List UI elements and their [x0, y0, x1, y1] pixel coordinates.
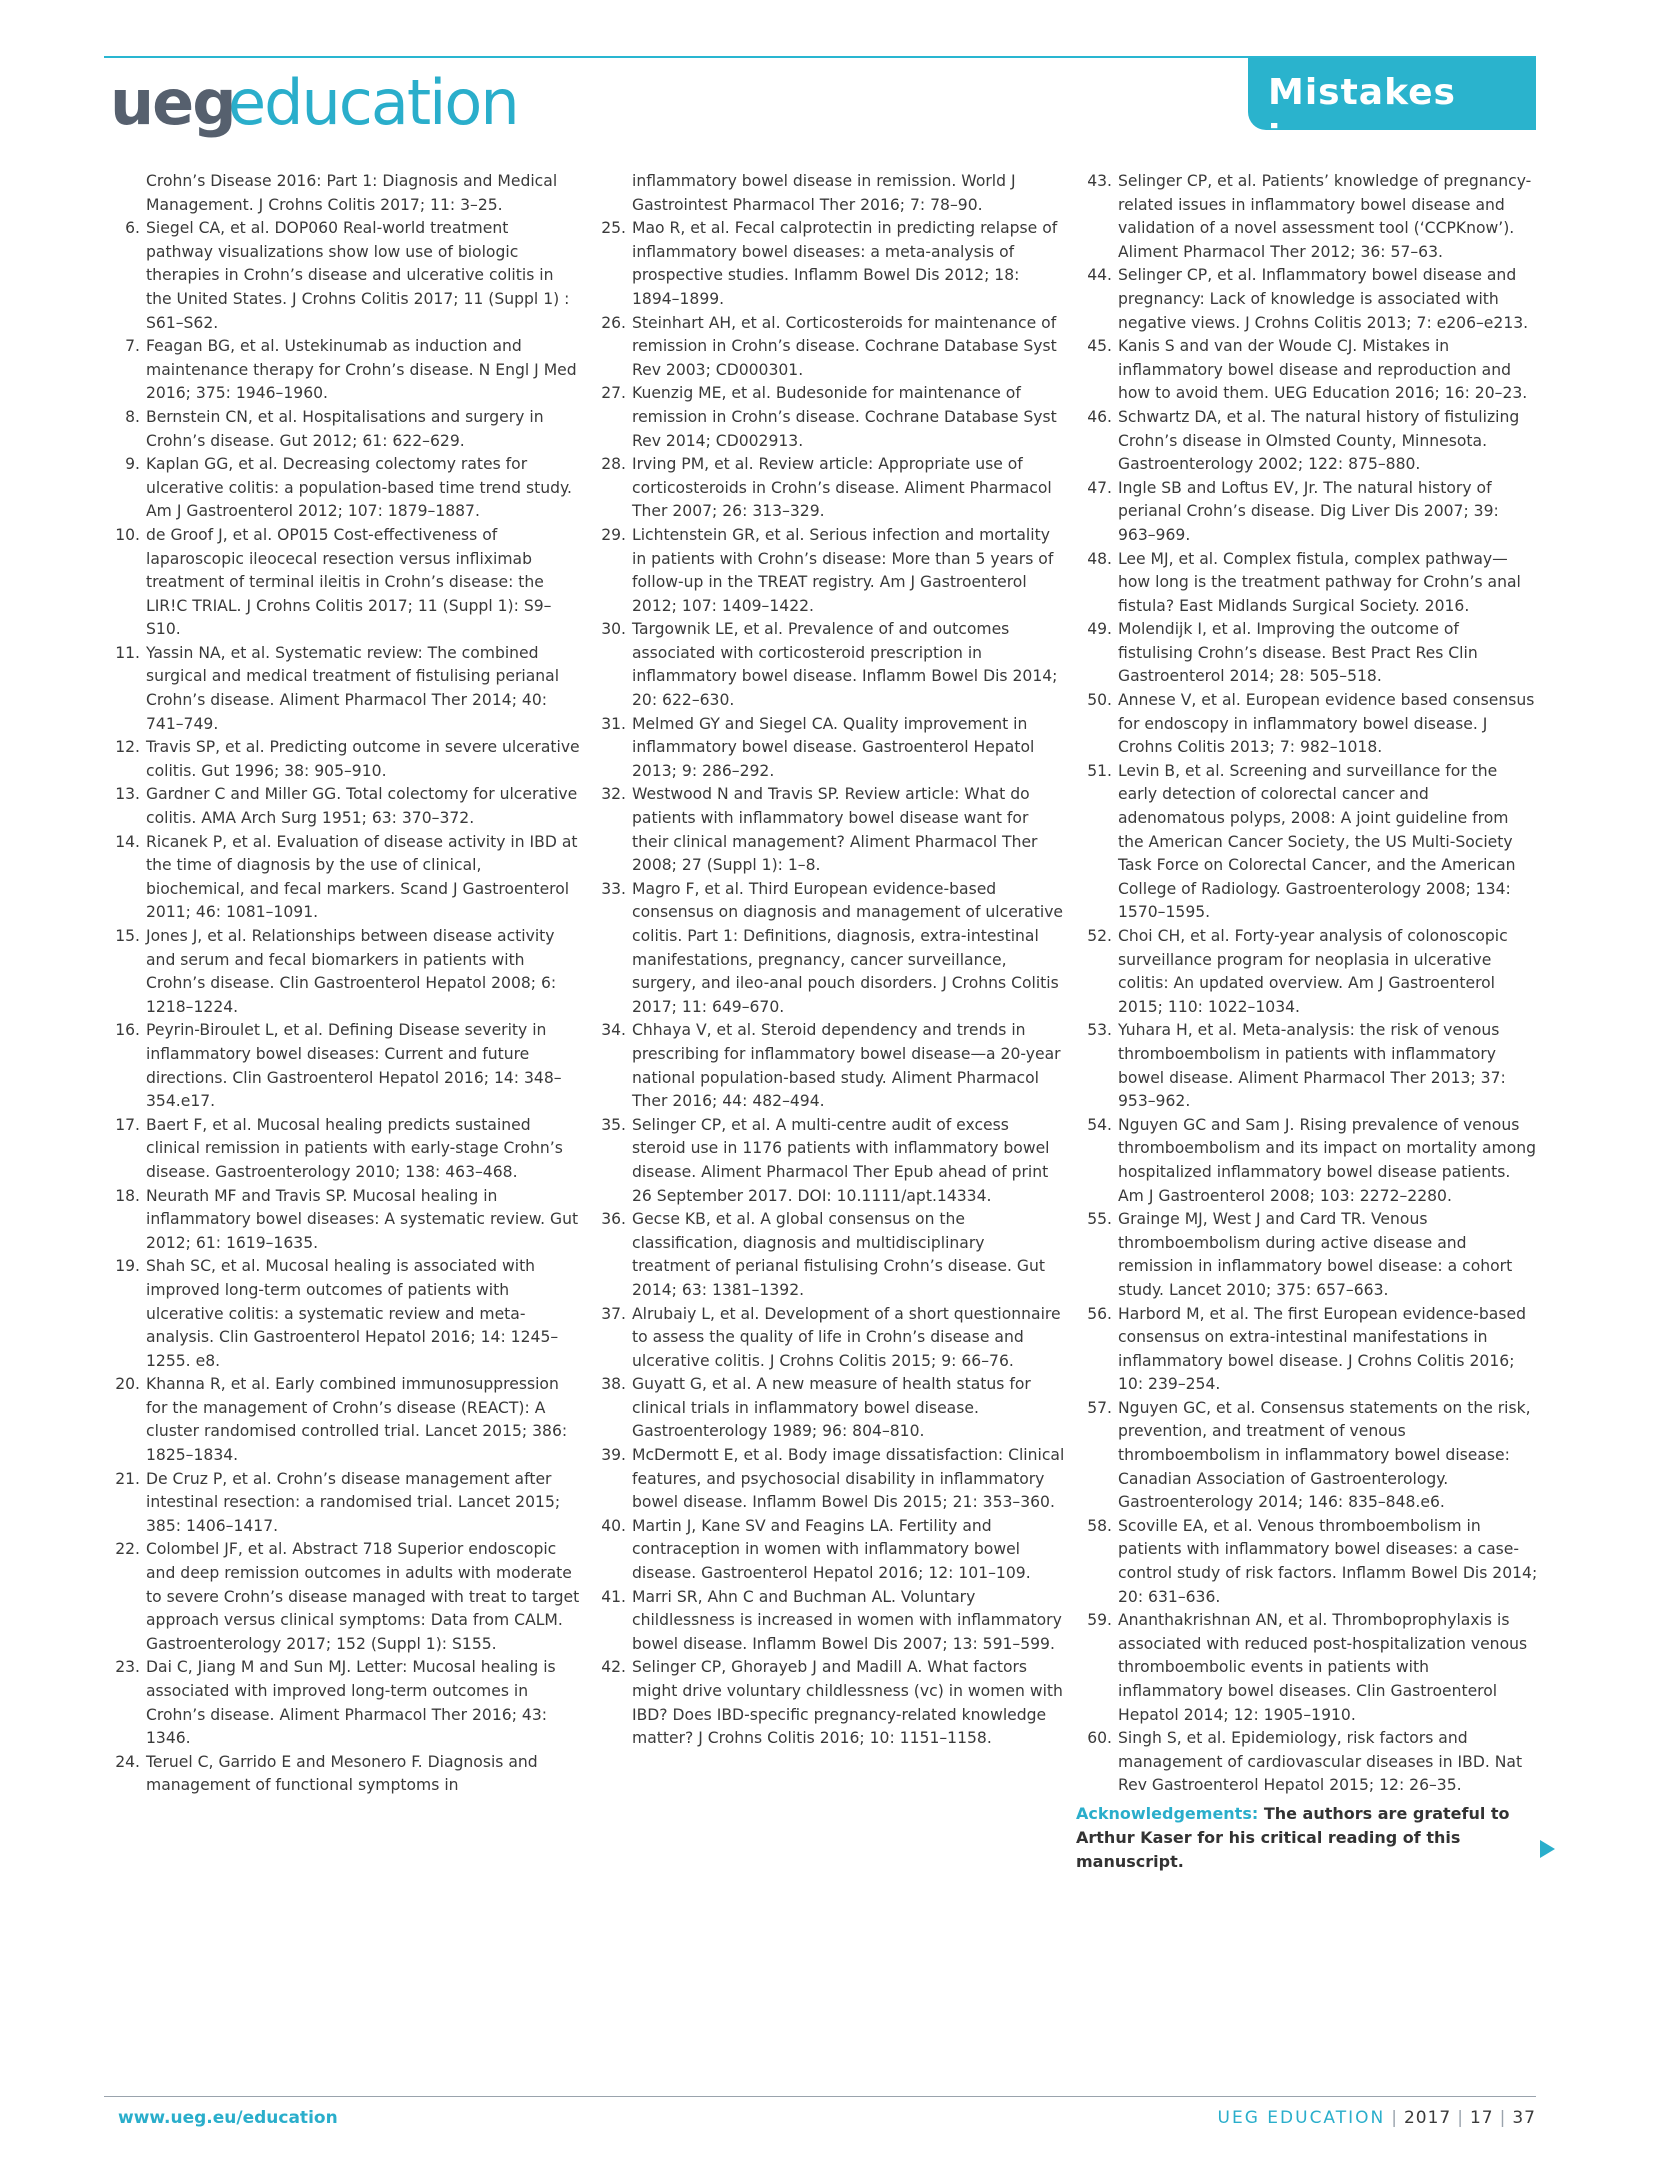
reference-item: [104, 783, 580, 830]
reference-text: Magro F, et al. Third European evidence-based consensus on diagnosis and management of ulcerative colitis. Part 1: Definitions, diagnosis, extra-intestinal manifestations, pregnancy, cancer surveillance, surgery, and ileo-anal pouch disorders. J Crohns Colitis 2017; 11: 649–670.: [632, 879, 1064, 1016]
reference-text: Bernstein CN, et al. Hospitalisations and surgery in Crohn’s disease. Gut 2012; 61: 622–629.: [146, 407, 544, 450]
reference-number: 24.: [115, 1752, 140, 1771]
reference-number: 28.: [601, 455, 626, 474]
reference-item: [590, 1444, 1066, 1515]
reference-number: 44.: [1087, 266, 1112, 285]
footer-separator: |: [1499, 2108, 1507, 2128]
reference-column-3: [1076, 170, 1538, 1874]
reference-number: 36.: [601, 1210, 626, 1229]
reference-text: Lee MJ, et al. Complex fistula, complex pathway—how long is the treatment pathway for Crohn’s anal fistula? East Midlands Surgical Society. 2016.: [1118, 549, 1521, 615]
acknowledgements: [1076, 1802, 1538, 1874]
reference-number: 59.: [1087, 1611, 1112, 1630]
reference-text: inflammatory bowel disease in remission. World J Gastrointest Pharmacol Ther 2016; 7: 78–90.: [632, 172, 1016, 214]
reference-number: 34.: [601, 1021, 626, 1040]
reference-number: 6.: [125, 219, 140, 238]
reference-number: 53.: [1087, 1021, 1112, 1040]
reference-text: Peyrin-Biroulet L, et al. Defining Disease severity in inflammatory bowel diseases: Current and future directions. Clin Gastroenterol Hepatol 2016; 14: 348–354.e17.: [146, 1021, 562, 1111]
reference-text: Feagan BG, et al. Ustekinumab as induction and maintenance therapy for Crohn’s disease. N Engl J Med 2016; 375: 1946–1960.: [146, 337, 577, 403]
logo-education-text: education: [228, 66, 518, 139]
reference-text: Baert F, et al. Mucosal healing predicts sustained clinical remission in patients with early-stage Crohn’s disease. Gastroenterology 2010; 138: 463–468.: [146, 1115, 563, 1181]
reference-number: 11.: [115, 643, 140, 662]
reference-text: Kuenzig ME, et al. Budesonide for maintenance of remission in Crohn’s disease. Cochrane Database Syst Rev 2014; CD002913.: [632, 384, 1057, 450]
footer-volume: 17: [1469, 2108, 1494, 2128]
reference-number: 19.: [115, 1257, 140, 1276]
footer-separator: |: [1391, 2108, 1398, 2128]
reference-item: [1076, 618, 1538, 689]
reference-number: 13.: [115, 785, 140, 804]
reference-text: Kaplan GG, et al. Decreasing colectomy rates for ulcerative colitis: a population-based time trend study. Am J Gastroenterol 2012; 107: 1879–1887.: [146, 455, 572, 521]
reference-text: Grainge MJ, West J and Card TR. Venous thromboembolism during active disease and remission in inflammatory bowel disease: a cohort study. Lancet 2010; 375: 657–663.: [1118, 1210, 1513, 1299]
reference-number: 32.: [601, 785, 626, 804]
acknowledgements-label: Acknowledgements:: [1076, 1803, 1259, 1823]
reference-item: [590, 453, 1066, 524]
reference-number: 9.: [125, 455, 140, 474]
reference-number: 42.: [601, 1658, 626, 1677]
reference-number: 16.: [115, 1021, 140, 1040]
reference-text: Guyatt G, et al. A new measure of health status for clinical trials in inflammatory bowel disease. Gastroenterology 1989; 96: 804–810.: [632, 1375, 1031, 1441]
reference-item: [1076, 760, 1538, 925]
reference-text: Shah SC, et al. Mucosal healing is associated with improved long-term outcomes of patients with ulcerative colitis: a systematic review and meta-analysis. Clin Gastroenterol Hepatol 2016; 14: 1245–1255. e8.: [146, 1257, 559, 1370]
reference-item: [104, 736, 580, 783]
reference-text: McDermott E, et al. Body image dissatisfaction: Clinical features, and psychosocial disability in inflammatory bowel disease. Inflamm Bowel Dis 2015; 21: 353–360.: [632, 1446, 1065, 1512]
reference-text: Nguyen GC, et al. Consensus statements on the risk, prevention, and treatment of venous thromboembolism in inflammatory bowel disease: Canadian Association of Gastroenterology. Gastroenterology 2014; 146: 835–848.e6.: [1118, 1398, 1531, 1512]
reference-item: [590, 1656, 1066, 1750]
reference-item: [1076, 548, 1538, 619]
reference-number: 22.: [115, 1540, 140, 1559]
reference-item: [104, 1656, 580, 1750]
reference-text: Levin B, et al. Screening and surveillance for the early detection of colorectal cancer and adenomatous polyps, 2008: A joint guideline from the American Cancer Society, the US Multi-Society Task Force on Colorectal Cancer, and the American College of Radiology. Gastroenterology 2008; 134: 1570–1595.: [1118, 761, 1516, 922]
reference-item: [104, 642, 580, 736]
reference-item: [104, 925, 580, 1019]
reference-number: 56.: [1087, 1304, 1112, 1323]
footer-url-link[interactable]: www.ueg.eu/education: [118, 2108, 338, 2128]
reference-item: [590, 1114, 1066, 1208]
reference-number: 15.: [115, 927, 140, 945]
reference-text: Targownik LE, et al. Prevalence of and outcomes associated with corticosteroid prescription in inflammatory bowel disease. Inflamm Bowel Dis 2014; 20: 622–630.: [632, 620, 1058, 710]
reference-item: [1076, 1208, 1538, 1302]
reference-text: Nguyen GC and Sam J. Rising prevalence of venous thromboembolism and its impact on mortality among hospitalized inflammatory bowel disease patients. Am J Gastroenterol 2008; 103: 2272–2280.: [1118, 1115, 1537, 1205]
reference-number: 33.: [601, 879, 626, 898]
reference-item: [1076, 1303, 1538, 1397]
reference-item: [104, 335, 580, 406]
reference-text: De Cruz P, et al. Crohn’s disease management after intestinal resection: a randomised trial. Lancet 2015; 385: 1406–1417.: [146, 1469, 561, 1535]
reference-item: [590, 217, 1066, 311]
reference-text: Siegel CA, et al. DOP060 Real-world treatment pathway visualizations show low use of biologic therapies in Crohn’s disease and ulcerative colitis in the United States. J Crohns Colitis 2017; 11 (Suppl 1) : S61–S62.: [146, 219, 570, 332]
reference-text: Yuhara H, et al. Meta-analysis: the risk of venous thromboembolism in patients with inflammatory bowel disease. Aliment Pharmacol Ther 2013; 37: 953–962.: [1118, 1021, 1506, 1111]
reference-text: Gardner C and Miller GG. Total colectomy for ulcerative colitis. AMA Arch Surg 1951; 63: 370–372.: [146, 785, 578, 828]
reference-text: Singh S, et al. Epidemiology, risk factors and management of cardiovascular diseases in IBD. Nat Rev Gastroenterol Hepatol 2015; 12: 26–35.: [1118, 1729, 1523, 1795]
reference-number: 41.: [601, 1587, 626, 1606]
reference-number: 40.: [601, 1516, 626, 1535]
reference-text: Harbord M, et al. The first European evidence-based consensus on extra-intestinal manifestations in inflammatory bowel disease. J Crohns Colitis 2016; 10: 239–254.: [1118, 1304, 1526, 1394]
reference-item: [1076, 1114, 1538, 1208]
reference-item: [590, 618, 1066, 712]
reference-number: 58.: [1087, 1516, 1112, 1535]
reference-text: Westwood N and Travis SP. Review article: What do patients with inflammatory bowel disease want for their clinical management? Aliment Pharmacol Ther 2008; 27 (Suppl 1): 1–8.: [632, 785, 1038, 875]
reference-number: 50.: [1087, 691, 1112, 710]
reference-item: [1076, 170, 1538, 264]
reference-text: Scoville EA, et al. Venous thromboembolism in patients with inflammatory bowel diseases: a case-control study of risk factors. Inflamm Bowel Dis 2014; 20: 631–636.: [1118, 1516, 1538, 1606]
reference-number: 46.: [1087, 407, 1112, 426]
reference-number: 27.: [601, 384, 626, 403]
reference-text: Dai C, Jiang M and Sun MJ. Letter: Mucosal healing is associated with improved long-term outcomes in Crohn’s disease. Aliment Pharmacol Ther 2016; 43: 1346.: [146, 1658, 556, 1748]
reference-column-2: [590, 170, 1066, 1751]
reference-text: Chhaya V, et al. Steroid dependency and trends in prescribing for inflammatory bowel disease—a 20-year national population-based study. Aliment Pharmacol Ther 2016; 44: 482–494.: [632, 1021, 1061, 1111]
reference-item: [1076, 406, 1538, 477]
reference-item: [104, 170, 580, 217]
reference-number: 29.: [601, 525, 626, 544]
reference-text: Marri SR, Ahn C and Buchman AL. Voluntary childlessness is increased in women with inflammatory bowel disease. Inflamm Bowel Dis 2007; 13: 591–599.: [632, 1587, 1062, 1653]
reference-text: Melmed GY and Siegel CA. Quality improvement in inflammatory bowel disease. Gastroenterol Hepatol 2013; 9: 286–292.: [632, 714, 1035, 780]
reference-number: 60.: [1087, 1729, 1112, 1748]
reference-item: [1076, 477, 1538, 548]
reference-number: 20.: [115, 1375, 140, 1394]
reference-text: Ananthakrishnan AN, et al. Thromboprophylaxis is associated with reduced post-hospitalization venous thromboembolic events in patients with inflammatory bowel diseases. Clin Gastroenterol Hepatol 2014; 12: 1905–1910.: [1118, 1611, 1528, 1724]
reference-item: [590, 1586, 1066, 1657]
reference-number: 30.: [601, 620, 626, 639]
reference-text: Travis SP, et al. Predicting outcome in severe ulcerative colitis. Gut 1996; 38: 905–910.: [146, 738, 580, 780]
reference-number: 21.: [115, 1469, 140, 1488]
reference-text: Ricanek P, et al. Evaluation of disease activity in IBD at the time of diagnosis by the use of clinical, biochemical, and fecal markers. Scand J Gastroenterol 2011; 46: 1081–1091.: [146, 832, 578, 922]
section-badge: [1248, 58, 1536, 159]
reference-text: Selinger CP, et al. Inflammatory bowel disease and pregnancy: Lack of knowledge is associated with negative views. J Crohns Colitis 2013; 7: e206–e213.: [1118, 266, 1529, 332]
reference-item: [104, 406, 580, 453]
reference-number: 26.: [601, 313, 626, 332]
reference-number: 54.: [1087, 1115, 1112, 1134]
reference-number: 31.: [601, 714, 626, 733]
reference-item: [590, 1303, 1066, 1374]
reference-text: Irving PM, et al. Review article: Appropriate use of corticosteroids in Crohn’s disease. Aliment Pharmacol Ther 2007; 26: 313–329.: [632, 455, 1052, 521]
reference-text: Lichtenstein GR, et al. Serious infection and mortality in patients with Crohn’s disease: More than 5 years of follow-up in the TREAT registry. Am J Gastroenterol 2012; 107: 1409–1422.: [632, 525, 1054, 615]
reference-number: 17.: [115, 1115, 140, 1134]
reference-item: [1076, 1609, 1538, 1727]
reference-number: 25.: [601, 219, 626, 238]
reference-number: 14.: [115, 832, 140, 851]
reference-item: [104, 453, 580, 524]
reference-item: [590, 1019, 1066, 1113]
reference-text: Colombel JF, et al. Abstract 718 Superior endoscopic and deep remission outcomes in adults with moderate to severe Crohn’s disease managed with treat to target approach versus clinical symptoms: Data from CALM. Gastroenterology 2017; 152 (Suppl 1): S155.: [146, 1540, 580, 1653]
reference-text: Neurath MF and Travis SP. Mucosal healing in inflammatory bowel diseases: A systematic review. Gut 2012; 61: 1619–1635.: [146, 1186, 579, 1252]
reference-item: [1076, 1019, 1538, 1113]
reference-number: 38.: [601, 1375, 626, 1394]
reference-text: Alrubaiy L, et al. Development of a short questionnaire to assess the quality of life in Crohn’s disease and ulcerative colitis. J Crohns Colitis 2015; 9: 66–76.: [632, 1304, 1061, 1370]
reference-item: [1076, 1397, 1538, 1515]
reference-item: [590, 524, 1066, 618]
reference-number: 12.: [115, 738, 140, 757]
reference-item: [1076, 1515, 1538, 1609]
reference-item: [590, 878, 1066, 1020]
reference-number: 51.: [1087, 761, 1112, 780]
reference-item: [104, 1185, 580, 1256]
reference-text: Ingle SB and Loftus EV, Jr. The natural history of perianal Crohn’s disease. Dig Liver Dis 2007; 39: 963–969.: [1118, 478, 1499, 544]
reference-text: Molendijk I, et al. Improving the outcome of fistulising Crohn’s disease. Best Pract Res Clin Gastroenterol 2014; 28: 505–518.: [1118, 620, 1478, 686]
footer-year: 2017: [1403, 2108, 1452, 2128]
reference-item: [104, 1468, 580, 1539]
reference-item: [104, 1373, 580, 1467]
reference-item: [590, 312, 1066, 383]
continue-arrow-icon: [1540, 1840, 1555, 1858]
reference-item: [1076, 925, 1538, 1019]
reference-number: 48.: [1087, 549, 1112, 568]
reference-number: 55.: [1087, 1210, 1112, 1229]
reference-item: [104, 1751, 580, 1798]
acknowledgements-text: The authors are grateful to Arthur Kaser for his critical reading of this manuscript.: [1076, 1803, 1510, 1871]
footer-page: 37: [1512, 2108, 1536, 2128]
footer-issue-info: [1218, 2108, 1536, 2128]
reference-item: [104, 217, 580, 335]
reference-number: 7.: [125, 337, 140, 356]
reference-text: Choi CH, et al. Forty-year analysis of colonoscopic surveillance program for neoplasia in ulcerative colitis: An updated overview. Am J Gastroenterol 2015; 110: 1022–1034.: [1118, 927, 1508, 1016]
footer-brand: UEG EDUCATION: [1217, 2108, 1386, 2128]
reference-number: 43.: [1087, 172, 1112, 190]
reference-number: 18.: [115, 1186, 140, 1205]
reference-number: 10.: [115, 525, 140, 544]
reference-item: [590, 170, 1066, 217]
reference-item: [104, 831, 580, 925]
reference-number: 39.: [601, 1446, 626, 1465]
reference-item: [104, 1255, 580, 1373]
reference-text: Annese V, et al. European evidence based consensus for endoscopy in inflammatory bowel disease. J Crohns Colitis 2013; 7: 982–1018.: [1118, 691, 1535, 757]
reference-text: Kanis S and van der Woude CJ. Mistakes in inflammatory bowel disease and reproduction and how to avoid them. UEG Education 2016; 16: 20–23.: [1118, 337, 1528, 403]
reference-item: [104, 1538, 580, 1656]
reference-text: Crohn’s Disease 2016: Part 1: Diagnosis and Medical Management. J Crohns Colitis 2017; 11: 3–25.: [146, 172, 558, 214]
reference-text: Schwartz DA, et al. The natural history of fistulizing Crohn’s disease in Olmsted County, Minnesota. Gastroenterology 2002; 122: 875–880.: [1118, 407, 1520, 474]
reference-text: Jones J, et al. Relationships between disease activity and serum and fecal biomarkers in patients with Crohn’s disease. Clin Gastroenterol Hepatol 2008; 6: 1218–1224.: [146, 927, 557, 1016]
reference-item: [590, 382, 1066, 453]
reference-item: [590, 1515, 1066, 1586]
reference-text: Teruel C, Garrido E and Mesonero F. Diagnosis and management of functional symptoms in: [146, 1752, 538, 1795]
reference-text: Selinger CP, et al. A multi-centre audit of excess steroid use in 1176 patients with inflammatory bowel disease. Aliment Pharmacol Ther Epub ahead of print 26 September 2017. DOI: 10.1111/apt.14334.: [632, 1115, 1050, 1205]
reference-number: 8.: [125, 407, 140, 426]
reference-item: [590, 1373, 1066, 1444]
reference-number: 35.: [601, 1115, 626, 1134]
reference-text: Martin J, Kane SV and Feagins LA. Fertility and contraception in women with inflammatory bowel disease. Gastroenterol Hepatol 2016; 12: 101–109.: [632, 1516, 1031, 1583]
reference-number: 47.: [1087, 478, 1112, 497]
reference-item: [104, 1114, 580, 1185]
footer-separator: |: [1457, 2108, 1464, 2128]
reference-text: Selinger CP, Ghorayeb J and Madill A. What factors might drive voluntary childlessness (vc) in women with IBD? Does IBD-specific pregnancy-related knowledge matter? J Crohns Colitis 2016; 10: 1151–1158.: [632, 1658, 1063, 1748]
reference-number: 45.: [1087, 337, 1112, 356]
reference-text: Yassin NA, et al. Systematic review: The combined surgical and medical treatment of fistulising perianal Crohn’s disease. Aliment Pharmacol Ther 2014; 40: 741–749.: [146, 643, 560, 733]
ueg-education-logo[interactable]: [104, 64, 518, 144]
reference-text: Gecse KB, et al. A global consensus on the classification, diagnosis and multidisciplinary treatment of perianal fistulising Crohn’s disease. Gut 2014; 63: 1381–1392.: [632, 1210, 1046, 1299]
reference-text: Steinhart AH, et al. Corticosteroids for maintenance of remission in Crohn’s disease. Cochrane Database Syst Rev 2003; CD000301.: [632, 313, 1057, 379]
reference-column-1: [104, 170, 580, 1798]
reference-item: [104, 1019, 580, 1113]
reference-number: 49.: [1087, 620, 1112, 639]
section-badge-label: Mistakes in…: [1268, 72, 1456, 159]
reference-item: [590, 1208, 1066, 1302]
reference-number: 52.: [1087, 927, 1112, 945]
reference-item: [590, 783, 1066, 877]
reference-number: 57.: [1087, 1398, 1112, 1417]
footer-rule: [104, 2096, 1536, 2097]
reference-text: de Groof J, et al. OP015 Cost-effectiveness of laparoscopic ileocecal resection versus infliximab treatment of terminal ileitis in Crohn’s disease: the LIR!C TRIAL. J Crohns Colitis 2017; 11 (Suppl 1): S9–S10.: [146, 525, 552, 639]
logo-ueg-text: ueg: [110, 66, 235, 139]
reference-number: 37.: [601, 1304, 626, 1323]
reference-item: [590, 713, 1066, 784]
reference-item: [1076, 689, 1538, 760]
reference-number: 23.: [115, 1658, 140, 1677]
reference-item: [1076, 1727, 1538, 1798]
reference-text: Selinger CP, et al. Patients’ knowledge of pregnancy-related issues in inflammatory bowel disease and validation of a novel assessment tool (‘CCPKnow’). Aliment Pharmacol Ther 2012; 36: 57–63.: [1118, 172, 1532, 261]
reference-text: Mao R, et al. Fecal calprotectin in predicting relapse of inflammatory bowel diseases: a meta-analysis of prospective studies. Inflamm Bowel Dis 2012; 18: 1894–1899.: [632, 219, 1058, 308]
reference-item: [104, 524, 580, 642]
reference-text: Khanna R, et al. Early combined immunosuppression for the management of Crohn’s disease (REACT): A cluster randomised controlled trial. Lancet 2015; 386: 1825–1834.: [146, 1375, 568, 1465]
reference-item: [1076, 335, 1538, 406]
reference-item: [1076, 264, 1538, 335]
